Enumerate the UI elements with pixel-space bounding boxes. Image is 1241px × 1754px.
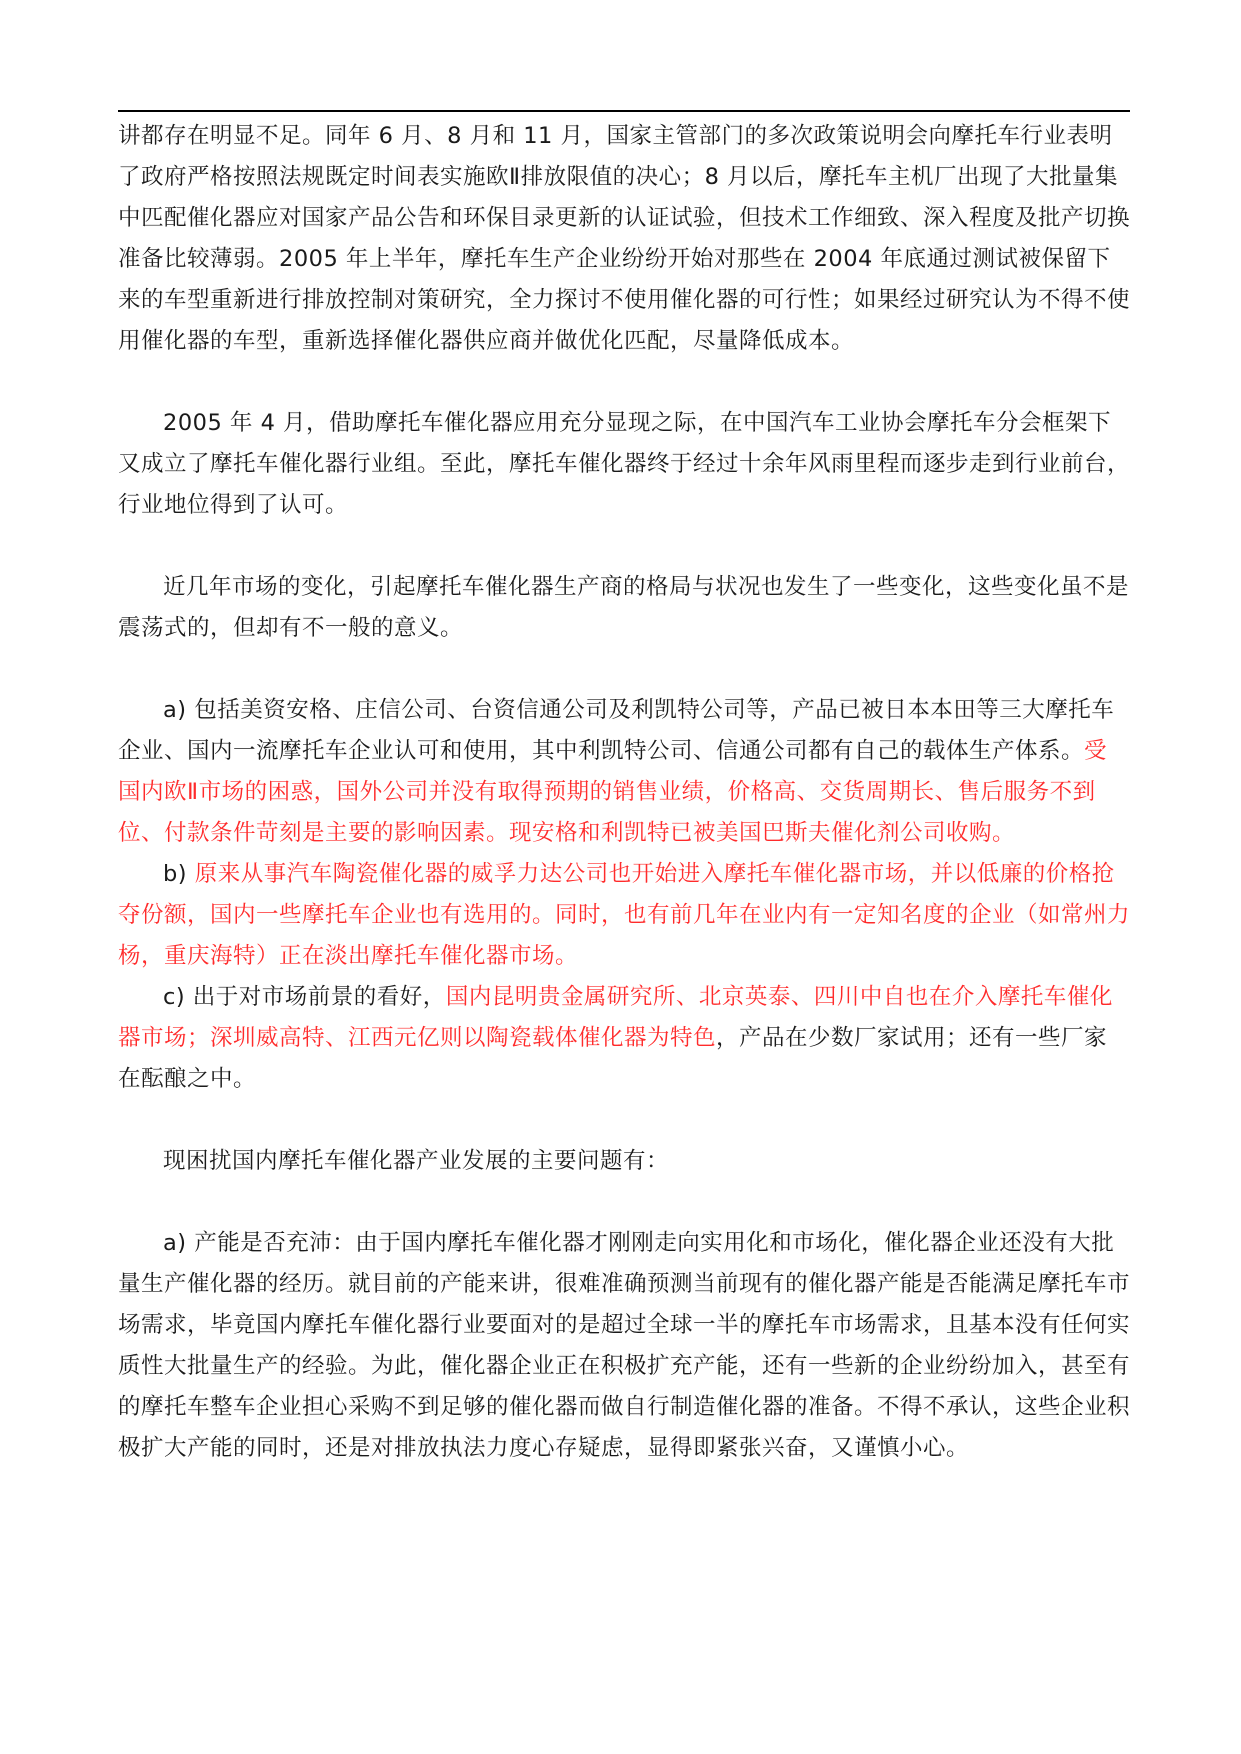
paragraph-item-c: [118, 977, 1130, 1100]
paragraph-problems-intro: 现困扰国内摩托车催化器产业发展的主要问题有：: [163, 1148, 670, 1174]
document-body: [118, 116, 1130, 1469]
item-c-highlight: 国内昆明贵金属研究所、北京英泰、四川中自也在介入摩托车催化器市场；深圳威高特、江西元亿则以陶瓷载体催化器为特色: [118, 984, 1113, 1051]
paragraph-item-a: [118, 690, 1130, 854]
paragraph-3: 近几年市场的变化，引起摩托车催化器生产商的格局与状况也发生了一些变化，这些变化虽不是震荡式的，但却有不一般的意义。: [118, 574, 1130, 641]
paragraph-item-b: [118, 854, 1130, 977]
item-b-label: b): [163, 861, 195, 887]
item-c-text-start: c) 出于对市场前景的看好，: [163, 984, 446, 1010]
item-a-highlight: 受国内欧Ⅱ市场的困惑，国外公司并没有取得预期的销售业绩，价格高、交货周期长、售后服务不到位、付款条件苛刻是主要的影响因素。现安格和利凯特已被美国巴斯夫催化剂公司收购。: [118, 738, 1108, 846]
paragraph-problem-a: a) 产能是否充沛：由于国内摩托车催化器才刚刚走向实用化和市场化，催化器企业还没有大批量生产催化器的经历。就目前的产能来讲，很难准确预测当前现有的催化器产能是否能满足摩托车市场需求，毕竟国内摩托车催化器行业要面对的是超过全球一半的摩托车市场需求，且基本没有任何实质性大批量生产的经验。为此，催化器企业正在积极扩充产能，还有一些新的企业纷纷加入，甚至有的摩托车整车企业担心采购不到足够的催化器而做自行制造催化器的准备。不得不承认，这些企业积极扩大产能的同时，还是对排放执法力度心存疑虑，显得即紧张兴奋，又谨慎小心。: [118, 1230, 1131, 1461]
item-c-text-end: ，产品在少数厂家试用；还有一些厂家在酝酿之中。: [118, 1025, 1108, 1092]
header-rule: [118, 110, 1130, 112]
paragraph-2: 2005 年 4 月，借助摩托车催化器应用充分显现之际，在中国汽车工业协会摩托车分会框架下又成立了摩托车催化器行业组。至此，摩托车催化器终于经过十余年风雨里程而逐步走到行业前台，行业地位得到了认可。: [118, 410, 1131, 518]
paragraph-1: 讲都存在明显不足。同年 6 月、8 月和 11 月，国家主管部门的多次政策说明会向摩托车行业表明了政府严格按照法规既定时间表实施欧Ⅱ排放限值的决心；8 月以后，摩托车主机厂出现了大批量集中匹配催化器应对国家产品公告和环保目录更新的认证试验，但技术工作细致、深入程度及批产切换准备比较薄弱。2005 年上半年，摩托车生产企业纷纷开始对那些在 2004 年底通过测试被保留下来的车型重新进行排放控制对策研究，全力探讨不使用催化器的可行性；如果经过研究认为不得不使用催化器的车型，重新选择催化器供应商并做优化匹配，尽量降低成本。: [118, 123, 1131, 354]
item-a-text: a) 包括美资安格、庄信公司、台资信通公司及利凯特公司等，产品已被日本本田等三大摩托车企业、国内一流摩托车企业认可和使用，其中利凯特公司、信通公司都有自己的载体生产体系。: [118, 697, 1115, 764]
item-b-highlight: 原来从事汽车陶瓷催化器的威孚力达公司也开始进入摩托车催化器市场，并以低廉的价格抢夺份额，国内一些摩托车企业也有选用的。同时，也有前几年在业内有一定知名度的企业（如常州力杨，重庆海特）正在淡出摩托车催化器市场。: [118, 861, 1131, 969]
